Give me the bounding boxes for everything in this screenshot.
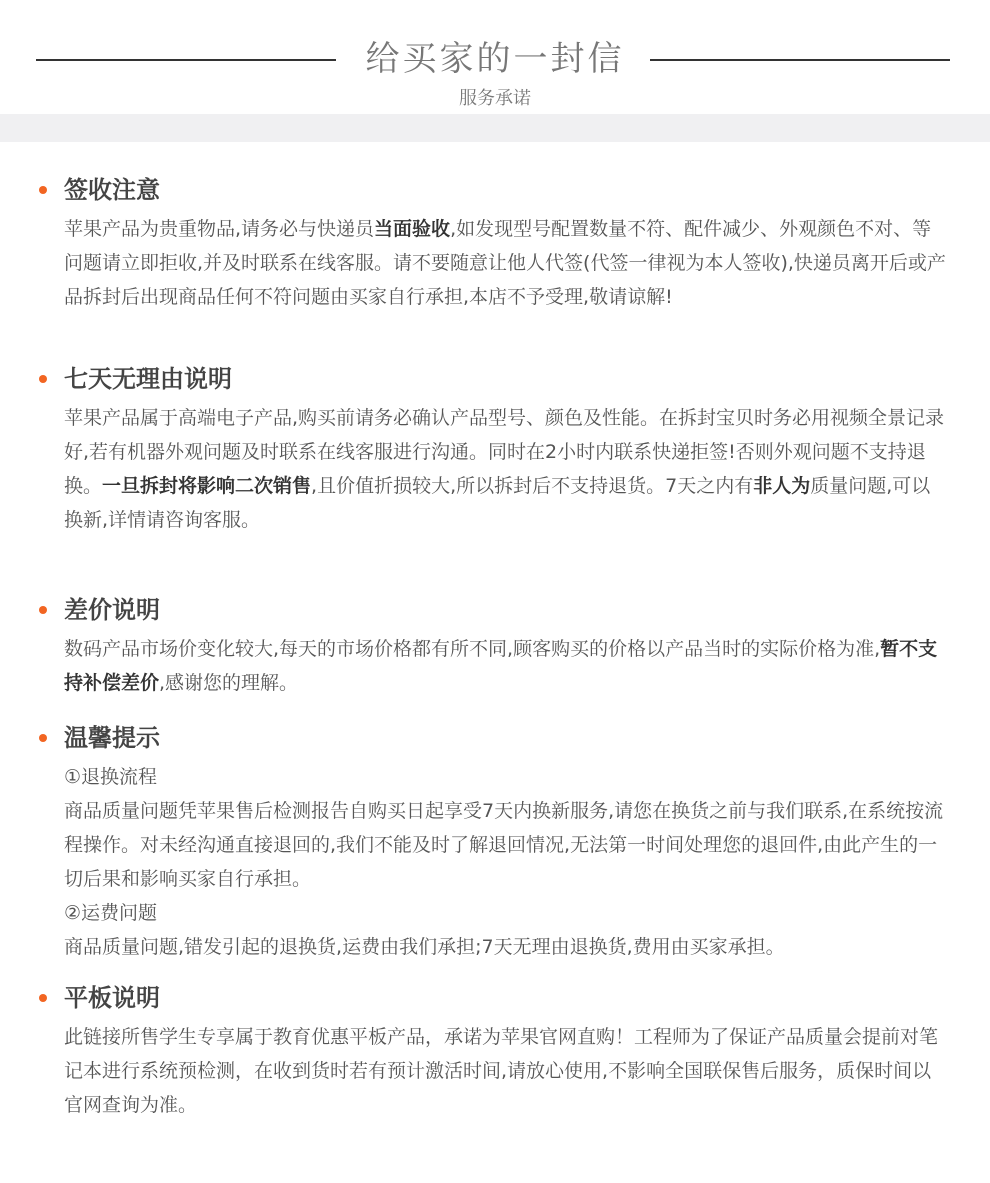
page-subtitle: 服务承诺 — [459, 88, 531, 109]
emphasis-text: 一旦拆封将影响二次销售 — [102, 475, 312, 497]
section-paragraph — [64, 212, 948, 314]
section-tips — [0, 720, 990, 964]
section-paragraph — [64, 401, 948, 537]
orange-bullet-icon — [39, 606, 47, 614]
text-run: ,且价值折损较大,所以拆封后不支持退货。7天之内有 — [311, 475, 754, 497]
emphasis-text: 当面验收 — [374, 218, 451, 240]
section-title-text: 七天无理由说明 — [64, 365, 232, 393]
tip-text: 商品质量问题,错发引起的退换货,运费由我们承担;7天无理由退换货,费用由买家承担。 — [64, 936, 785, 958]
section-title-text: 差价说明 — [64, 596, 160, 624]
section-title — [64, 172, 990, 208]
section-title — [64, 720, 990, 756]
tip-heading: ②运费问题 — [64, 902, 158, 924]
text-run: ,感谢您的理解。 — [159, 672, 299, 694]
page-title: 给买家的一封信 — [365, 39, 625, 79]
text-run: 质量问题,可以换新,详情请咨询客服。 — [64, 475, 931, 531]
emphasis-text: 暂不支持补偿差价 — [64, 638, 938, 694]
tip-text: 商品质量问题凭苹果售后检测报告自购买日起享受7天内换新服务,请您在换货之前与我们联系,在系统按流程操作。对未经沟通直接退回的,我们不能及时了解退回情况,无法第一时间处理您的退回件,由此产生的一切后果和影响买家自行承担。 — [64, 800, 944, 890]
orange-bullet-icon — [39, 375, 47, 383]
emphasis-text: 非人为 — [753, 475, 811, 497]
section-title — [64, 592, 990, 628]
section-title-text: 平板说明 — [64, 984, 160, 1012]
section-paragraph — [64, 1020, 948, 1122]
orange-bullet-icon — [39, 994, 47, 1002]
text-run: 此链接所售学生专享属于教育优惠平板产品，承诺为苹果官网直购！工程师为了保证产品质量会提前对笔记本进行系统预检测，在收到货时若有预计激活时间,请放心使用,不影响全国联保售后服务，质保时间以官网查询为准。 — [64, 1026, 939, 1116]
section-price-difference — [0, 592, 990, 700]
text-run: 苹果产品属于高端电子产品,购买前请务必确认产品型号、颜色及性能。在拆封宝贝时务必用视频全景记录好,若有机器外观问题及时联系在线客服进行沟通。同时在2小时内联系快递拒签!否则外观问题不支持退换。 — [64, 407, 945, 497]
section-seven-day — [0, 361, 990, 537]
section-signing — [0, 172, 990, 314]
section-title — [64, 980, 990, 1016]
text-run: ,如发现型号配置数量不符、配件减少、外观颜色不对、等问题请立即拒收,并及时联系在线客服。请不要随意让他人代签(代签一律视为本人签收),快递员离开后或产品拆封后出现商品任何不符问题由买家自行承担,本店不予受理,敬请谅解! — [64, 218, 946, 308]
section-title-text: 温馨提示 — [64, 724, 160, 752]
text-run: 数码产品市场价变化较大,每天的市场价格都有所不同,顾客购买的价格以产品当时的实际价格为准, — [64, 638, 881, 660]
section-paragraph — [64, 632, 948, 700]
orange-bullet-icon — [39, 734, 47, 742]
header-right-rule — [650, 59, 950, 61]
letter-header — [0, 0, 990, 114]
text-run: 苹果产品为贵重物品,请务必与快递员 — [64, 218, 375, 240]
header-divider-band — [0, 114, 990, 142]
section-tablet — [0, 980, 990, 1122]
tip-heading: ①退换流程 — [64, 766, 158, 788]
orange-bullet-icon — [39, 186, 47, 194]
section-title — [64, 361, 990, 397]
section-title-text: 签收注意 — [64, 176, 160, 204]
